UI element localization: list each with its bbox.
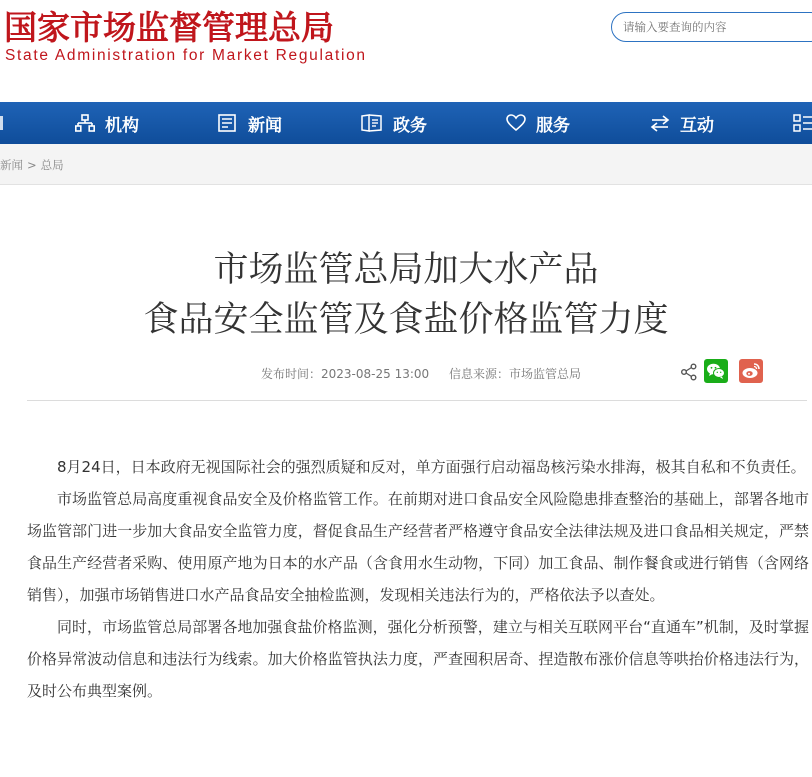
nav-label-service: 服务 xyxy=(536,115,570,136)
government-affairs-icon xyxy=(361,114,383,132)
article-title-line2: 食品安全监管及食盐价格监管力度 xyxy=(143,300,669,340)
search-box[interactable] xyxy=(611,12,812,42)
nav-label-interact: 互动 xyxy=(680,115,714,136)
site-header xyxy=(0,0,812,102)
article-title-line1: 市场监管总局加大水产品 xyxy=(213,250,599,290)
nav-label-news: 新闻 xyxy=(248,115,282,136)
source-value: 市场监管总局 xyxy=(509,367,582,381)
source-label: 信息来源： xyxy=(448,367,509,381)
source-info xyxy=(449,367,581,381)
heart-icon xyxy=(506,114,526,132)
share-icon[interactable] xyxy=(680,363,698,381)
nav-item-service[interactable] xyxy=(506,102,570,144)
nav-item-interact[interactable] xyxy=(650,102,714,144)
nav-item-more[interactable] xyxy=(793,102,812,144)
weibo-icon xyxy=(739,359,763,383)
publish-label: 发布时间： xyxy=(261,367,322,381)
article-body xyxy=(27,451,809,707)
breadcrumb-bar xyxy=(0,144,812,185)
org-chart-icon xyxy=(75,114,95,132)
site-logo-cn[interactable]: 国家市场监督管理总局 xyxy=(4,8,334,47)
nav-item-news[interactable] xyxy=(218,102,282,144)
publish-time: 2023-08-25 13:00 xyxy=(321,367,430,381)
breadcrumb xyxy=(0,157,64,173)
main-nav xyxy=(0,102,812,144)
nav-label-org: 机构 xyxy=(105,115,139,136)
article-title xyxy=(0,245,812,345)
nav-item-org[interactable] xyxy=(75,102,139,144)
publish-info xyxy=(261,367,429,381)
nav-left-edge xyxy=(0,116,3,130)
breadcrumb-item-admin[interactable]: 总局 xyxy=(40,158,64,172)
article-paragraph: 8月24日，日本政府无视国际社会的强烈质疑和反对，单方面强行启动福岛核污染水排海，极其自私和不负责任。 xyxy=(57,458,806,476)
article-paragraph: 同时，市场监管总局部署各地加强食盐价格监测，强化分析预警，建立与相关互联网平台“直通车”机制，及时掌握价格异常波动信息和违法行为线索。加大价格监管执法力度，严查囤积居奇、捏造散布涨价信息等哄抬价格违法行为，及时公布典型案例。 xyxy=(27,618,809,700)
wechat-icon xyxy=(704,359,728,383)
search-input[interactable] xyxy=(623,18,803,36)
breadcrumb-separator: > xyxy=(27,158,37,172)
news-icon xyxy=(218,114,238,132)
breadcrumb-item-news[interactable]: 新闻 xyxy=(0,158,23,172)
more-nav-icon xyxy=(793,114,812,132)
article-paragraph: 市场监管总局高度重视食品安全及价格监管工作。在前期对进口食品安全风险隐患排查整治的基础上，部署各地市场监管部门进一步加大食品安全监管力度，督促食品生产经营者严格遵守食品安全法律法规及进口食品相关规定，严禁食品生产经营者采购、使用原产地为日本的水产品（含食用水生动物，下同）加工食品、制作餐食或进行销售（含网络销售），加强市场销售进口水产品食品安全抽检监测，发现相关违法行为的，严格依法予以查处。 xyxy=(27,490,809,604)
exchange-arrows-icon xyxy=(650,114,670,132)
nav-label-gov: 政务 xyxy=(393,115,427,136)
weibo-share-button[interactable] xyxy=(739,359,763,383)
nav-item-gov[interactable] xyxy=(361,102,427,144)
title-divider xyxy=(27,400,807,401)
site-logo-en[interactable]: State Administration for Market Regulation xyxy=(5,47,367,64)
wechat-share-button[interactable] xyxy=(704,359,728,383)
article-meta xyxy=(261,365,597,382)
